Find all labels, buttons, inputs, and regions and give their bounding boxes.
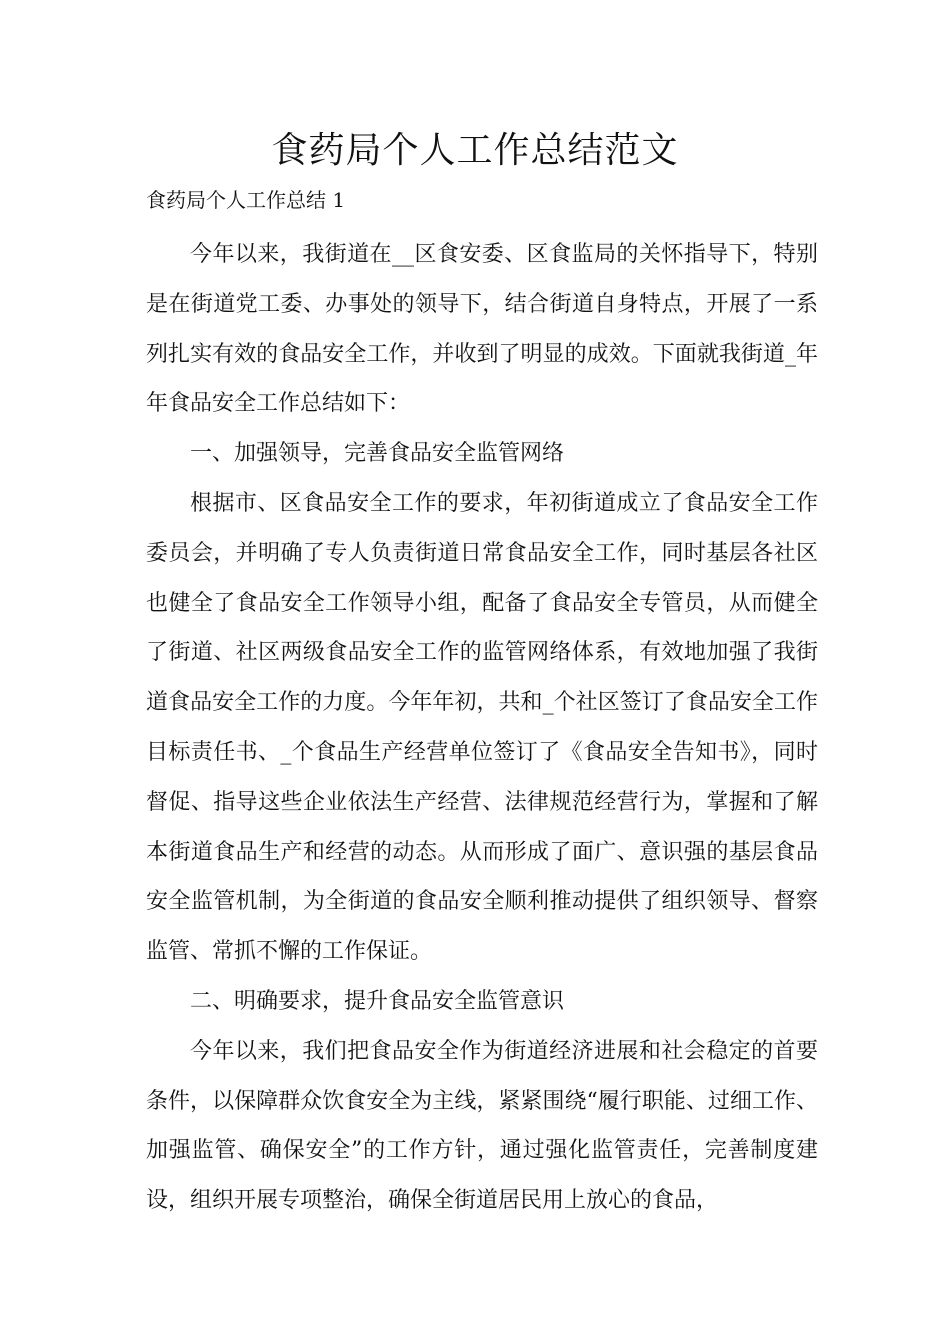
paragraph-section-2: 今年以来，我们把食品安全作为街道经济进展和社会稳定的首要条件，以保障群众饮食安全为主线，紧紧围绕“履行职能、过细工作、加强监管、确保安全”的工作方针，通过强化监管责任，完善制度建设，组织开展专项整治，确保全街道居民用上放心的食品， [146,1038,818,1214]
section-heading-2: 二、明确要求，提升食品安全监管意识 [190,988,565,1014]
section-heading-1: 一、加强领导，完善食品安全监管网络 [190,441,565,467]
paragraph-intro: 今年以来，我街道在__区食安委、区食监局的关怀指导下，特别是在街道党工委、办事处的领导下，结合街道自身特点，开展了一系列扎实有效的食品安全工作，并收到了明显的成效。下面就我街道_年年食品安全工作总结如下： [146,242,818,417]
document-title: 食药局个人工作总结范文 [271,130,679,171]
section-subtitle: 食药局个人工作总结 1 [146,188,346,212]
paragraph-section-1: 根据市、区食品安全工作的要求，年初街道成立了食品安全工作委员会，并明确了专人负责街道日常食品安全工作，同时基层各社区也健全了食品安全工作领导小组，配备了食品安全专管员，从而健全了街道、社区两级食品安全工作的监管网络体系，有效地加强了我街道食品安全工作的力度。今年年初，共和_个社区签订了食品安全工作目标责任书、_个食品生产经营单位签订了《食品安全告知书》，同时督促、指导这些企业依法生产经营、法律规范经营行为，掌握和了解本街道食品生产和经营的动态。从而形成了面广、意识强的基层食品安全监管机制，为全街道的食品安全顺利推动提供了组织领导、督察监管、常抓不懈的工作保证。 [146,490,818,965]
document-body [146,230,818,1226]
